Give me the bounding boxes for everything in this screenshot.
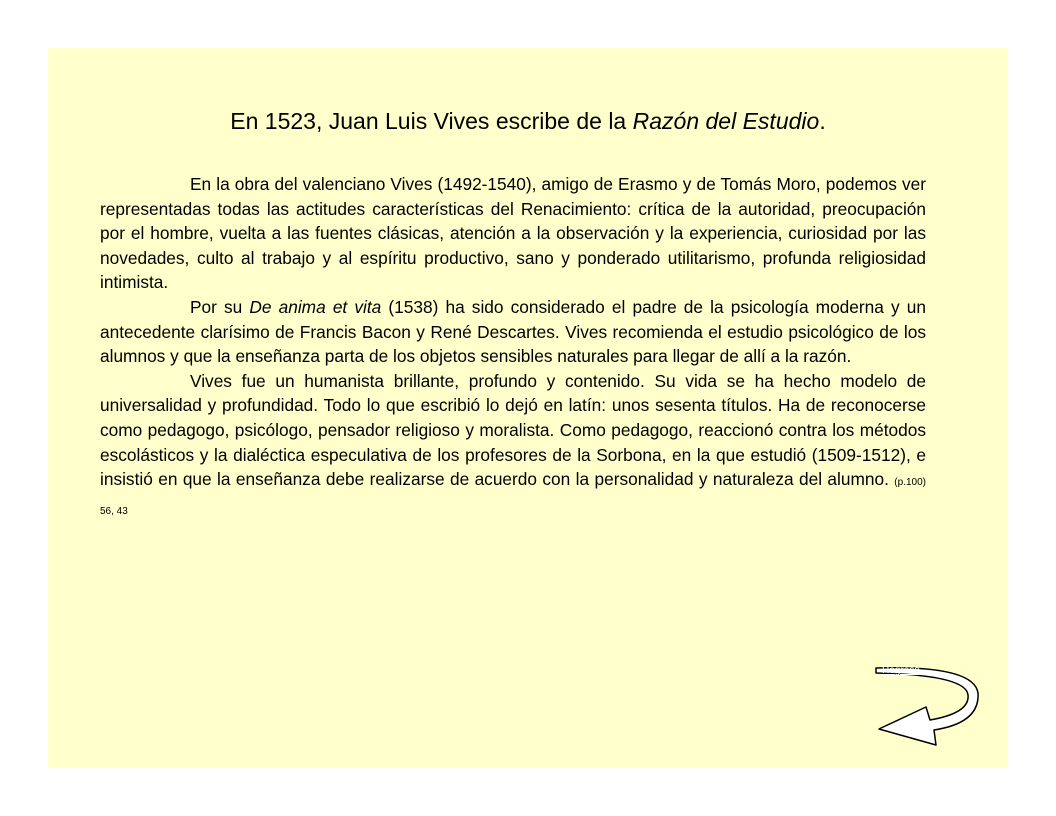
curved-return-arrow-icon[interactable] xyxy=(874,663,984,753)
title-suffix: . xyxy=(819,108,826,134)
slide xyxy=(48,48,1008,768)
paragraph-1-tail: intimista. xyxy=(100,272,169,293)
citation: (p.100) 56, 43 xyxy=(100,477,926,517)
slide-title xyxy=(48,107,1008,135)
back-nav[interactable] xyxy=(874,663,984,753)
paragraph-2 xyxy=(100,295,926,369)
paragraph-3 xyxy=(100,369,926,525)
back-link[interactable]: Regreso xyxy=(882,665,920,676)
title-prefix: En 1523, Juan Luis Vives escribe de la xyxy=(230,108,633,134)
paragraph-1 xyxy=(100,172,926,295)
paragraph-3-text: Vives fue un humanista brillante, profundo y contenido. Su vida se ha hecho modelo de universalidad y profundidad. Todo lo que escribió lo dejó en latín: unos sesenta títulos. Ha de reconocerse como pedagogo, psicólogo, pensador religioso y moralista. Como pedagogo, reaccionó contra los métodos escolásticos y la dialéctica especulativa de los profesores de la Sorbona, en la que estudió (1509-1512), e insistió en que la enseñanza debe realizarse de acuerdo con la personalidad y naturaleza del alumno. xyxy=(100,370,926,490)
paragraph-1-lead: En la obra del valenciano Vives (1492-1540), amigo de Erasmo y de Tomás Moro, podemos ver representadas todas las actitudes características del Renacimiento: crítica de la autoridad, preocupación por el hombre, vuelta a las fuentes clásicas, atención a la observación y la experiencia, curiosidad por las novedades, culto al trabajo y al espíritu productivo, sano y ponderado utilitarismo, profunda religiosidad xyxy=(100,174,926,268)
paragraph-2-work-name: De anima et vita xyxy=(249,296,382,317)
paragraph-2-rest: (1538) ha sido considerado el padre de la psicología moderna y un antecedente clarísimo de Francis Bacon y René Descartes. Vives recomienda el estudio psicológico de los alumnos y que la enseñanza parta de los objetos sensibles naturales para llegar de allí a la razón. xyxy=(100,296,926,367)
slide-body xyxy=(100,172,926,524)
paragraph-2-prefix: Por su xyxy=(190,296,250,317)
title-work-name: Razón del Estudio xyxy=(632,108,820,134)
